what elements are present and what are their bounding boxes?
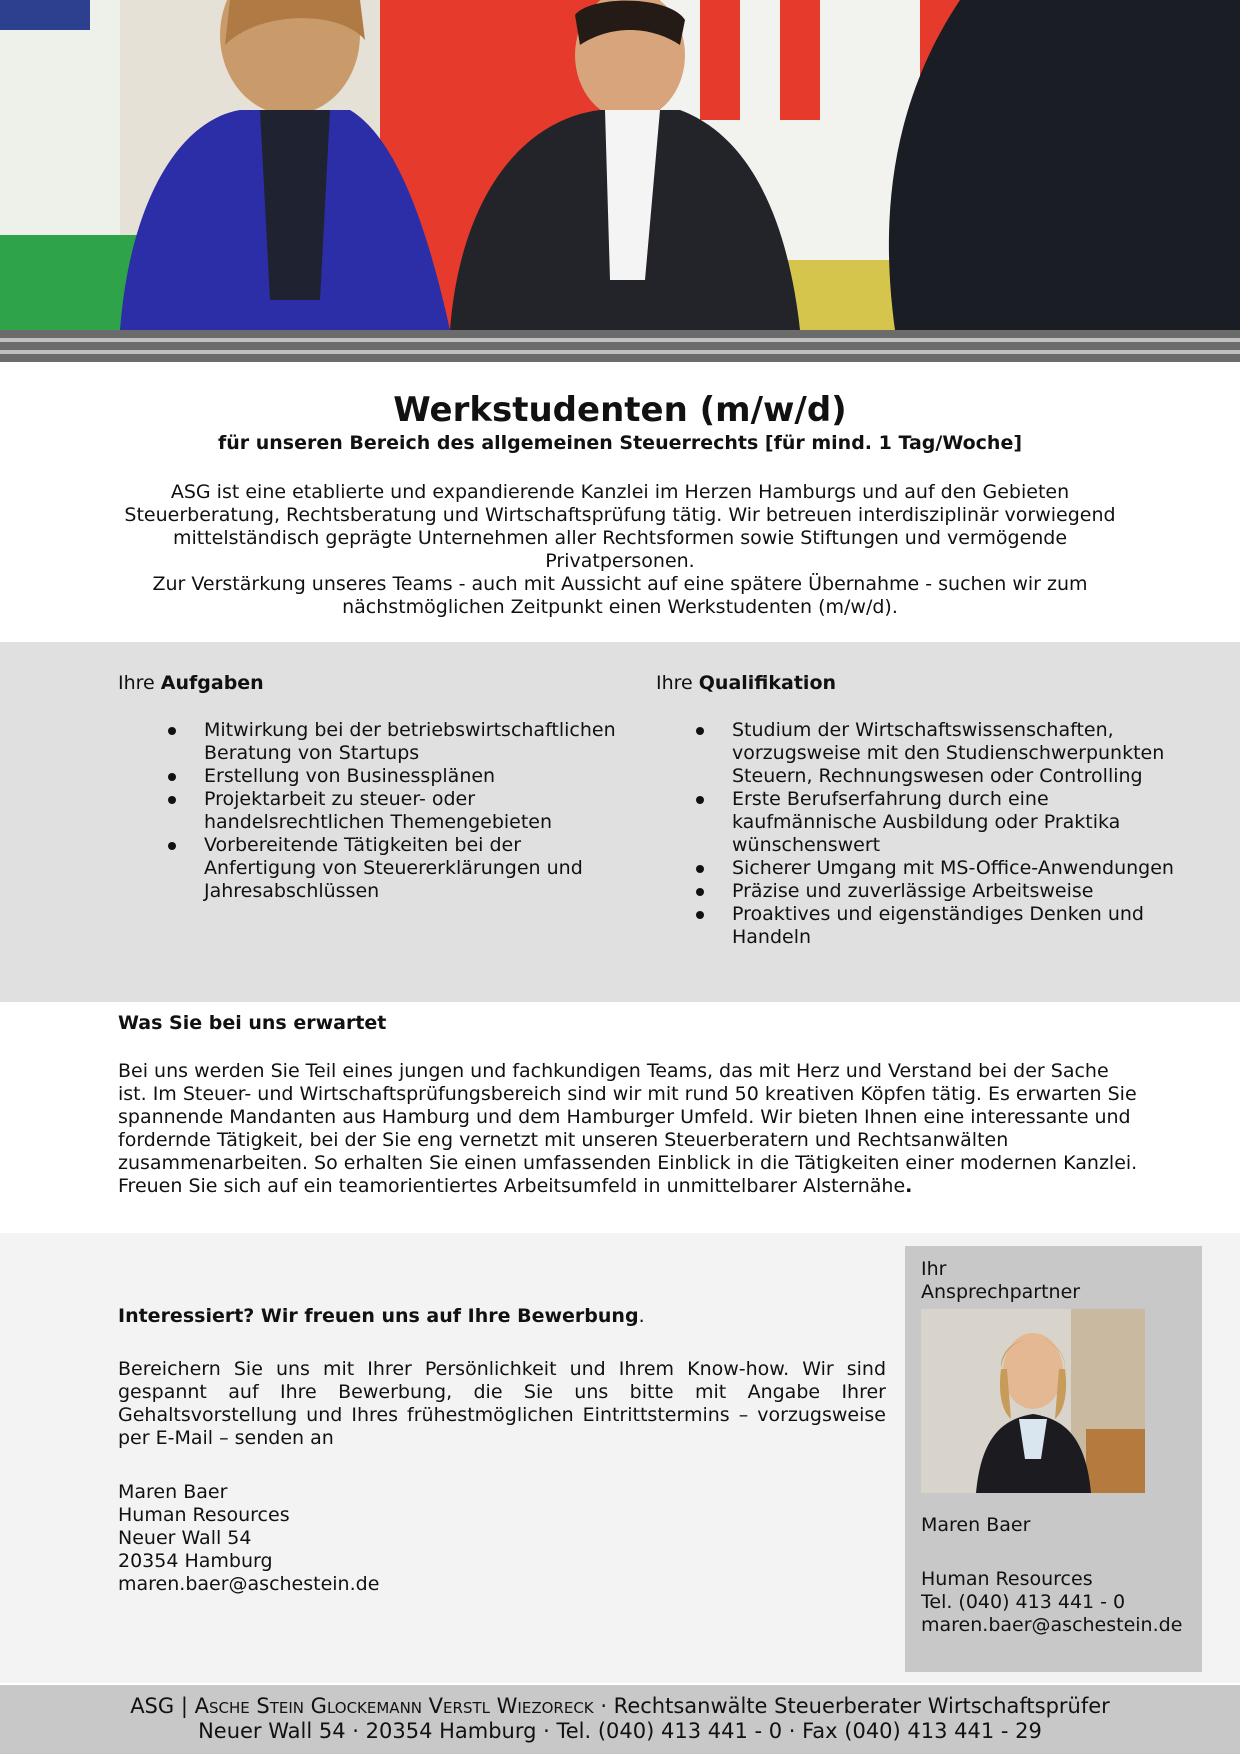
- list-item: Präzise und zuverlässige Arbeitsweise: [732, 880, 1176, 903]
- contact-department: Human Resources: [921, 1568, 1093, 1590]
- footer-address-line: Neuer Wall 54 · 20354 Hamburg · Tel. (040) 413 441 - 0 · Fax (040) 413 441 - 29: [198, 1719, 1042, 1743]
- application-text: Bereichern Sie uns mit Ihrer Persönlichkeit und Ihrem Know-how. Wir sind gespannt auf Ihre Bewerbung, die Sie uns bitte mit Angabe Ihrer Gehaltsvorstellung und Ihres frühestmöglichen Eintrittstermins – vorzugsweise per E-Mail – senden an: [118, 1358, 886, 1449]
- contact-photo-illustration: [921, 1309, 1145, 1493]
- footer-firm-line: ASG | Asche Stein Glockemann Verstl Wiezoreck · Rechtsanwälte Steuerberater Wirtschaftsprüfer: [130, 1694, 1110, 1718]
- qualification-list: [656, 719, 1176, 949]
- contact-details: [921, 1568, 1182, 1637]
- list-item: Studium der Wirtschaftswissenschaften, vorzugsweise mit den Studienschwerpunkten Steuern, Rechnungswesen oder Controlling: [732, 719, 1176, 788]
- list-item: Projektarbeit zu steuer- oder handelsrechtlichen Themengebieten: [204, 788, 638, 834]
- tasks-list: [118, 719, 638, 903]
- footer: [0, 1685, 1240, 1754]
- intro-paragraph-1: ASG ist eine etablierte und expandierende Kanzlei im Herzen Hamburgs und auf den Gebieten Steuerberatung, Rechtsberatung und Wirtschaftsprüfung tätig. Wir betreuen interdisziplinär vorwiegend mittelständisch geprägte Unternehmen aller Rechtsformen sowie Stiftungen und vermögende Privatpersonen.: [124, 481, 1116, 572]
- contact-name: Maren Baer: [921, 1514, 1031, 1536]
- expect-text: Bei uns werden Sie Teil eines jungen und fachkundigen Teams, das mit Herz und Verstand bei der Sache ist. Im Steuer- und Wirtschaftsprüfungsbereich sind wir mit rund 50 kreativen Köpfen tätig. Es erwarten Sie spannende Mandanten aus Hamburg und dem Hamburger Umfeld. Wir bieten Ihnen eine interessante und fordernde Tätigkeit, bei der Sie eng vernetzt mit unseren Steuerberatern und Rechtsanwälten zusammenarbeiten. So erhalten Sie einen umfassenden Einblick in die Tätigkeiten einer modernen Kanzlei. Freuen Sie sich auf ein teamorientiertes Arbeitsumfeld in unmittelbarer Alsternähe.: [118, 1060, 1138, 1197]
- qualification-heading: Ihre Qualifikation: [656, 672, 837, 694]
- requirements-band: [0, 642, 1240, 1002]
- list-item: Erste Berufserfahrung durch eine kaufmännische Ausbildung oder Praktika wünschenswert: [732, 788, 1176, 857]
- contact-label: Ihr Ansprechpartner: [921, 1258, 1081, 1303]
- page-title: Werkstudenten (m/w/d): [393, 390, 847, 430]
- hero-photo: [0, 0, 1240, 362]
- list-item: Vorbereitende Tätigkeiten bei der Anfertigung von Steuererklärungen und Jahresabschlüssen: [204, 834, 638, 903]
- application-band: [0, 1233, 1240, 1683]
- contact-photo: [921, 1309, 1145, 1493]
- application-address: [118, 1481, 886, 1596]
- tasks-heading: Ihre Aufgaben: [118, 672, 264, 694]
- address-department: Human Resources: [118, 1504, 290, 1526]
- contact-email-link[interactable]: maren.baer@aschestein.de: [921, 1614, 1183, 1636]
- address-email-link[interactable]: maren.baer@aschestein.de: [118, 1573, 380, 1595]
- list-item: Proaktives und eigenständiges Denken und Handeln: [732, 903, 1176, 949]
- contact-phone[interactable]: Tel. (040) 413 441 - 0: [921, 1591, 1126, 1613]
- list-item: Erstellung von Businessplänen: [204, 765, 638, 788]
- expect-section: [118, 1012, 1138, 1198]
- address-name: Maren Baer: [118, 1481, 228, 1503]
- qualification-column: [656, 672, 1176, 949]
- contact-box: [905, 1246, 1202, 1672]
- application-section: [118, 1305, 886, 1596]
- intro-text: [110, 481, 1130, 619]
- tasks-column: [118, 672, 638, 903]
- list-item: Mitwirkung bei der betriebswirtschaftlichen Beratung von Startups: [204, 719, 638, 765]
- title-block: [0, 390, 1240, 619]
- application-lead: Interessiert? Wir freuen uns auf Ihre Bewerbung.: [118, 1305, 645, 1327]
- page-subtitle: für unseren Bereich des allgemeinen Steuerrechts [für mind. 1 Tag/Woche]: [217, 432, 1023, 454]
- address-street: Neuer Wall 54: [118, 1527, 252, 1549]
- address-city: 20354 Hamburg: [118, 1550, 273, 1572]
- intro-paragraph-2: Zur Verstärkung unseres Teams - auch mit Aussicht auf eine spätere Übernahme - suchen wir zum nächstmöglichen Zeitpunkt einen Werkstudenten (m/w/d).: [152, 573, 1088, 618]
- list-item: Sicherer Umgang mit MS-Office-Anwendungen: [732, 857, 1176, 880]
- hero-photo-illustration: [0, 0, 1240, 362]
- expect-heading: Was Sie bei uns erwartet: [118, 1012, 387, 1034]
